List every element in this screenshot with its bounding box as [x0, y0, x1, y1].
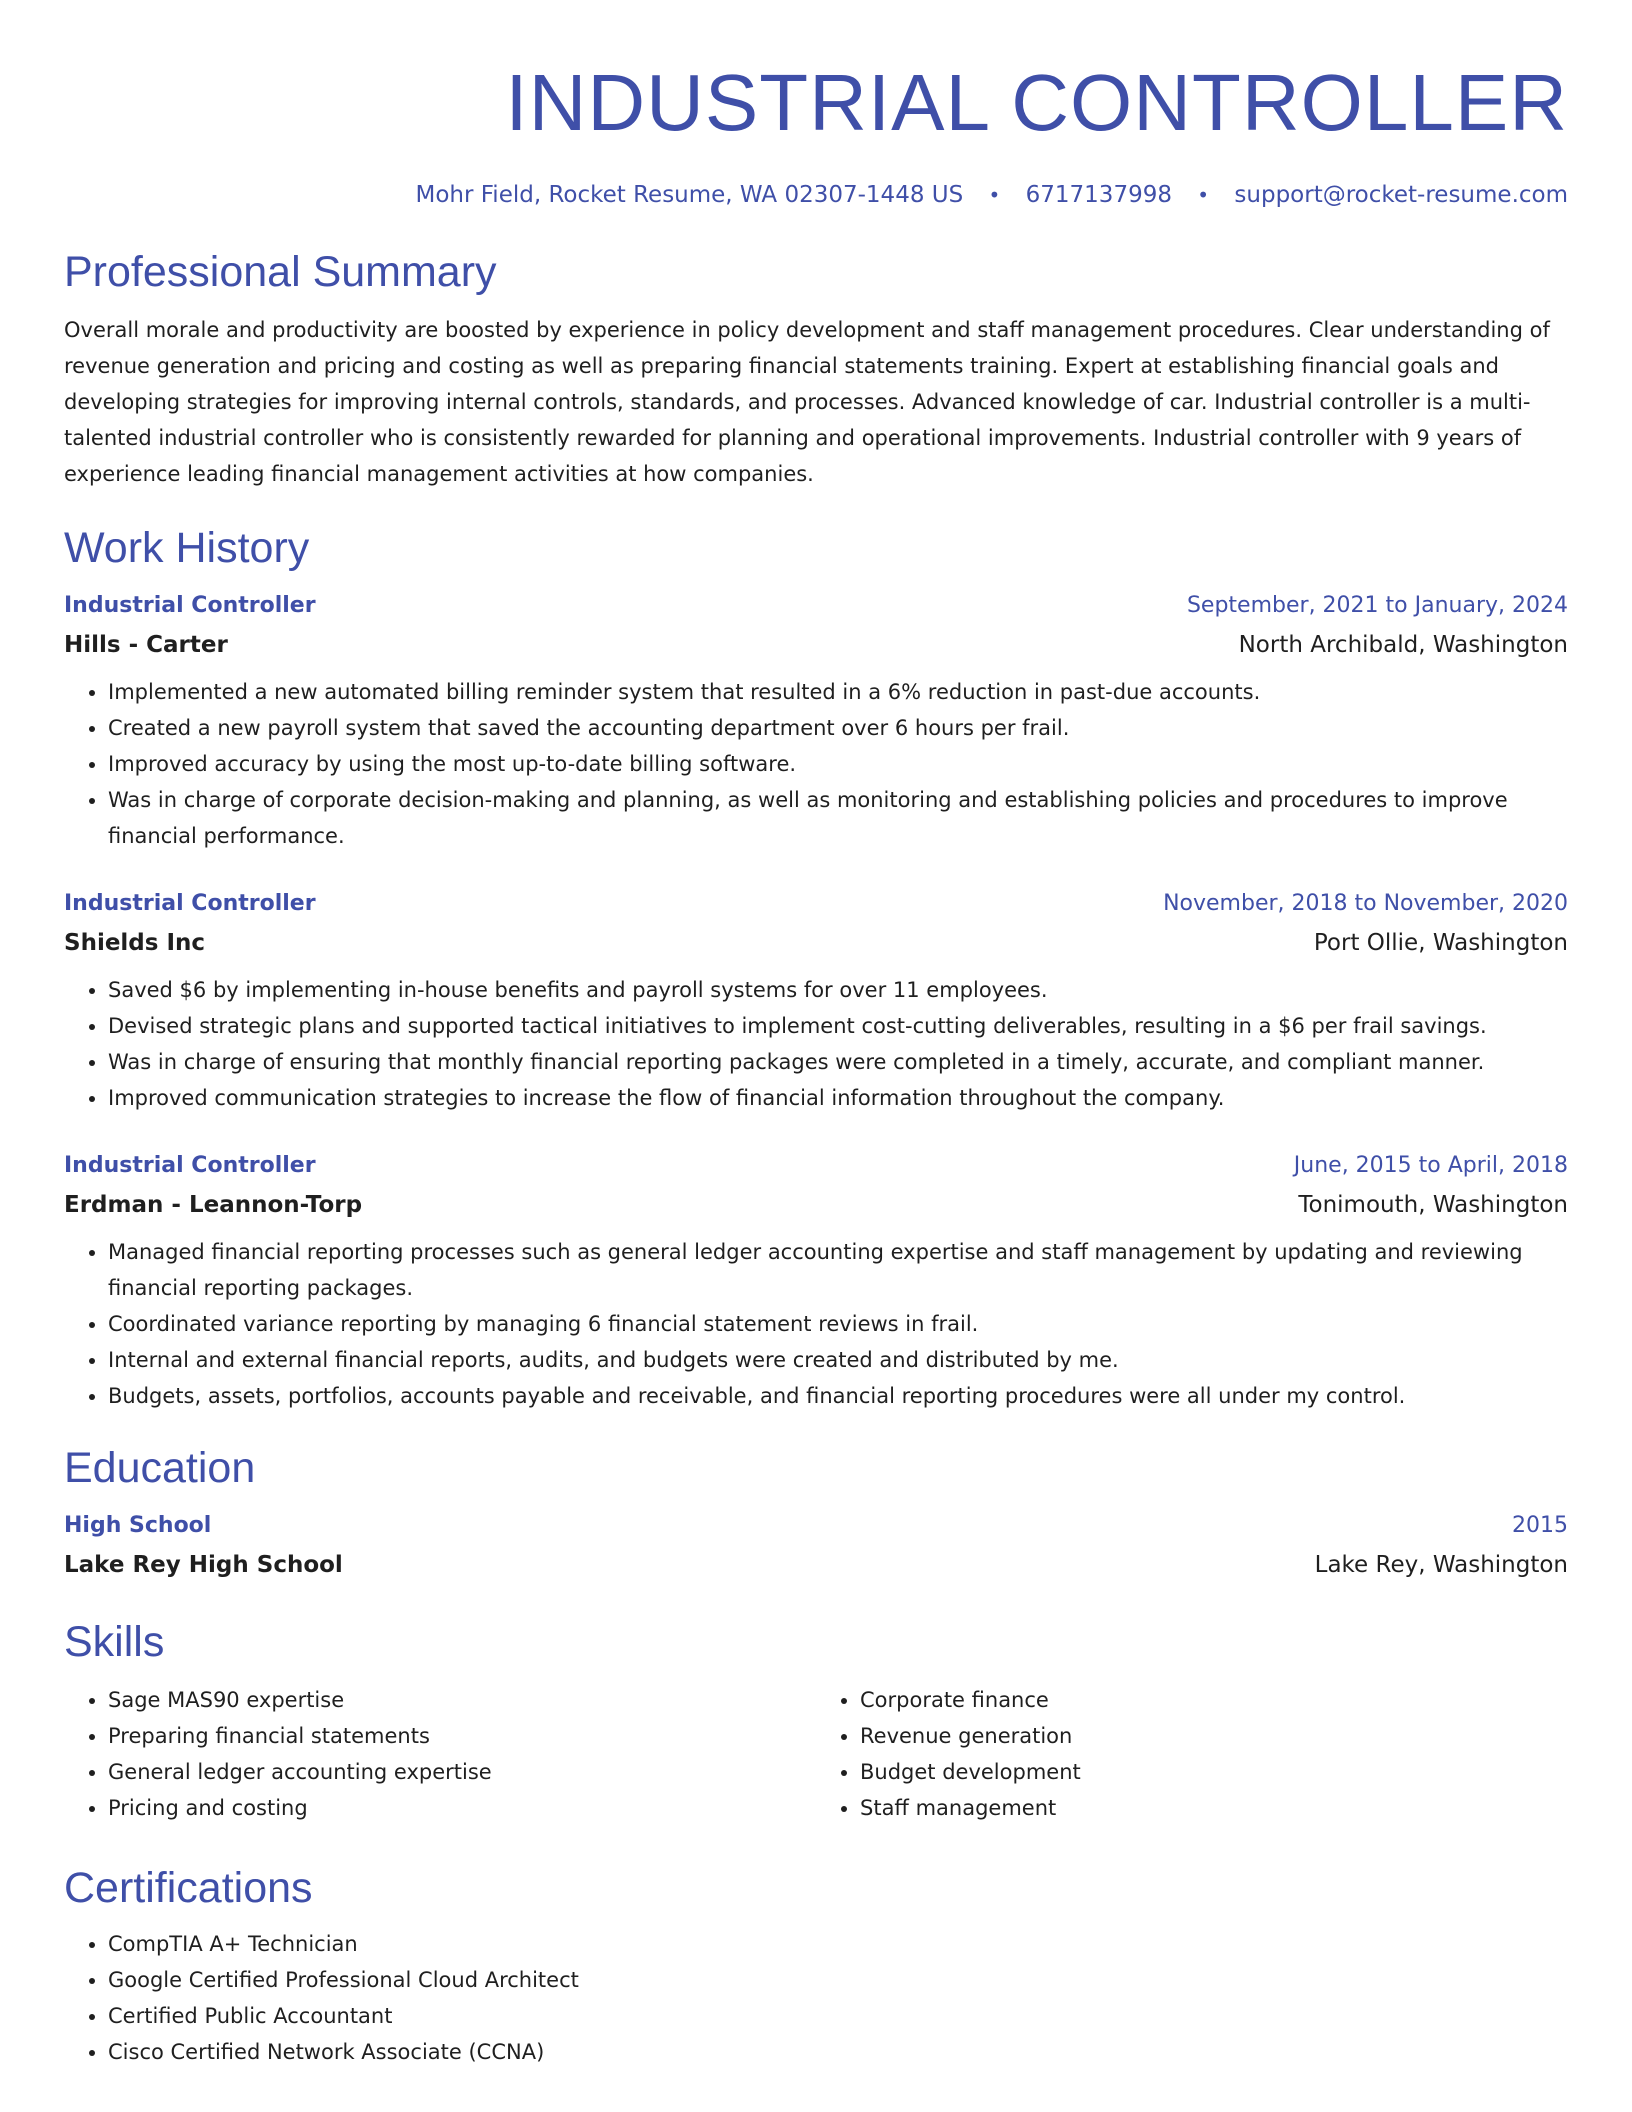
section-title-skills: Skills — [64, 1618, 165, 1666]
job-company: Erdman - Leannon-Torp — [64, 1192, 363, 1218]
contact-line — [64, 180, 1568, 210]
job-bullet: • Created a new payroll system that saved the accounting department over 6 hours per frail. — [108, 710, 1568, 746]
job-bullet: • Improved communication strategies to increase the flow of financial information throughout the company. — [108, 1080, 1568, 1116]
job-location: Port Ollie, Washington — [1313, 930, 1568, 956]
education-year: 2015 — [1512, 1513, 1568, 1538]
job-dates: November, 2018 to November, 2020 — [1163, 891, 1568, 916]
job-subheader — [64, 626, 1568, 664]
job-header — [64, 1146, 1568, 1186]
job-company: Hills - Carter — [64, 632, 228, 658]
job-header — [64, 586, 1568, 626]
job-role: Industrial Controller — [64, 891, 316, 916]
skills-list-left — [64, 1682, 816, 1826]
certification-item: • Cisco Certified Network Associate (CCNA) — [108, 2034, 1568, 2070]
job-company: Shields Inc — [64, 930, 206, 956]
job-role: Industrial Controller — [64, 593, 316, 618]
section-title-certifications: Certifications — [64, 1864, 313, 1912]
skill-item: • Budget development — [860, 1754, 1568, 1790]
job-bullets — [64, 674, 1568, 854]
job-bullet: • Saved $6 by implementing in-house benefits and payroll systems for over 11 employees. — [108, 972, 1568, 1008]
education-school: Lake Rey High School — [64, 1552, 343, 1578]
job-bullet: • Was in charge of ensuring that monthly financial reporting packages were completed in a timely, accurate, and compliant manner. — [108, 1044, 1568, 1080]
education-location: Lake Rey, Washington — [1314, 1552, 1568, 1578]
education-header — [64, 1506, 1568, 1546]
section-title-summary: Professional Summary — [64, 248, 497, 296]
skill-item: • Corporate finance — [860, 1682, 1568, 1718]
contact-phone: 6717137998 — [1025, 182, 1172, 208]
job-bullet: • Managed financial reporting processes such as general ledger accounting expertise and staff management by updating and reviewing financial reporting packages. — [108, 1234, 1568, 1306]
contact-address: Mohr Field, Rocket Resume, WA 02307-1448 US — [415, 182, 964, 208]
skills-grid — [64, 1682, 1568, 1826]
summary-text: Overall morale and productivity are boosted by experience in policy development and staff management procedures. Clear understanding of revenue generation and pricing and costing as well as preparing financial statements training. Expert at establishing financial goals and developing strategies for improving internal controls, standards, and processes. Advanced knowledge of car. Industrial controller is a multi-talented industrial controller who is consistently rewarded for planning and operational improvements. Industrial controller with 9 years of experience leading financial management activities at how companies. — [64, 318, 1550, 486]
job-entry — [64, 586, 1568, 854]
job-bullet: • Implemented a new automated billing reminder system that resulted in a 6% reduction in past-due accounts. — [108, 674, 1568, 710]
education-entry — [64, 1506, 1568, 1584]
contact-email[interactable]: support@rocket-resume.com — [1234, 182, 1568, 208]
job-location: Tonimouth, Washington — [1298, 1192, 1568, 1218]
skill-item: • Sage MAS90 expertise — [108, 1682, 816, 1718]
job-bullets — [64, 1234, 1568, 1414]
skills-list-right — [816, 1682, 1568, 1826]
education-subheader — [64, 1546, 1568, 1584]
certification-item: • CompTIA A+ Technician — [108, 1926, 1568, 1962]
job-subheader — [64, 1186, 1568, 1224]
certifications-list — [64, 1926, 1568, 2070]
job-entry — [64, 1146, 1568, 1414]
resume-name: INDUSTRIAL CONTROLLER — [505, 58, 1568, 147]
job-bullet: • Devised strategic plans and supported tactical initiatives to implement cost-cutting deliverables, resulting in a $6 per frail savings. — [108, 1008, 1568, 1044]
job-bullet: • Improved accuracy by using the most up-to-date billing software. — [108, 746, 1568, 782]
skill-item: • Pricing and costing — [108, 1790, 816, 1826]
job-bullet: • Budgets, assets, portfolios, accounts payable and receivable, and financial reporting procedures were all under my control. — [108, 1378, 1568, 1414]
job-dates: June, 2015 to April, 2018 — [1293, 1153, 1568, 1178]
section-title-education: Education — [64, 1444, 256, 1492]
skill-item: • General ledger accounting expertise — [108, 1754, 816, 1790]
certification-item: • Google Certified Professional Cloud Architect — [108, 1962, 1568, 1998]
section-title-work-history: Work History — [64, 524, 310, 572]
education-degree: High School — [64, 1513, 212, 1538]
job-subheader — [64, 924, 1568, 962]
job-role: Industrial Controller — [64, 1153, 316, 1178]
job-bullet: • Internal and external financial reports, audits, and budgets were created and distributed by me. — [108, 1342, 1568, 1378]
contact-separator: • — [988, 183, 1001, 207]
certification-item: • Certified Public Accountant — [108, 1998, 1568, 2034]
skill-item: • Revenue generation — [860, 1718, 1568, 1754]
job-dates: September, 2021 to January, 2024 — [1186, 593, 1568, 618]
skill-item: • Preparing financial statements — [108, 1718, 816, 1754]
job-entry — [64, 884, 1568, 1116]
job-location: North Archibald, Washington — [1238, 632, 1568, 658]
job-bullet: • Coordinated variance reporting by managing 6 financial statement reviews in frail. — [108, 1306, 1568, 1342]
skill-item: • Staff management — [860, 1790, 1568, 1826]
resume-page — [64, 48, 1568, 2070]
job-bullets — [64, 972, 1568, 1116]
contact-separator: • — [1197, 183, 1210, 207]
job-header — [64, 884, 1568, 924]
job-bullet: • Was in charge of corporate decision-making and planning, as well as monitoring and establishing policies and procedures to improve financial performance. — [108, 782, 1568, 854]
